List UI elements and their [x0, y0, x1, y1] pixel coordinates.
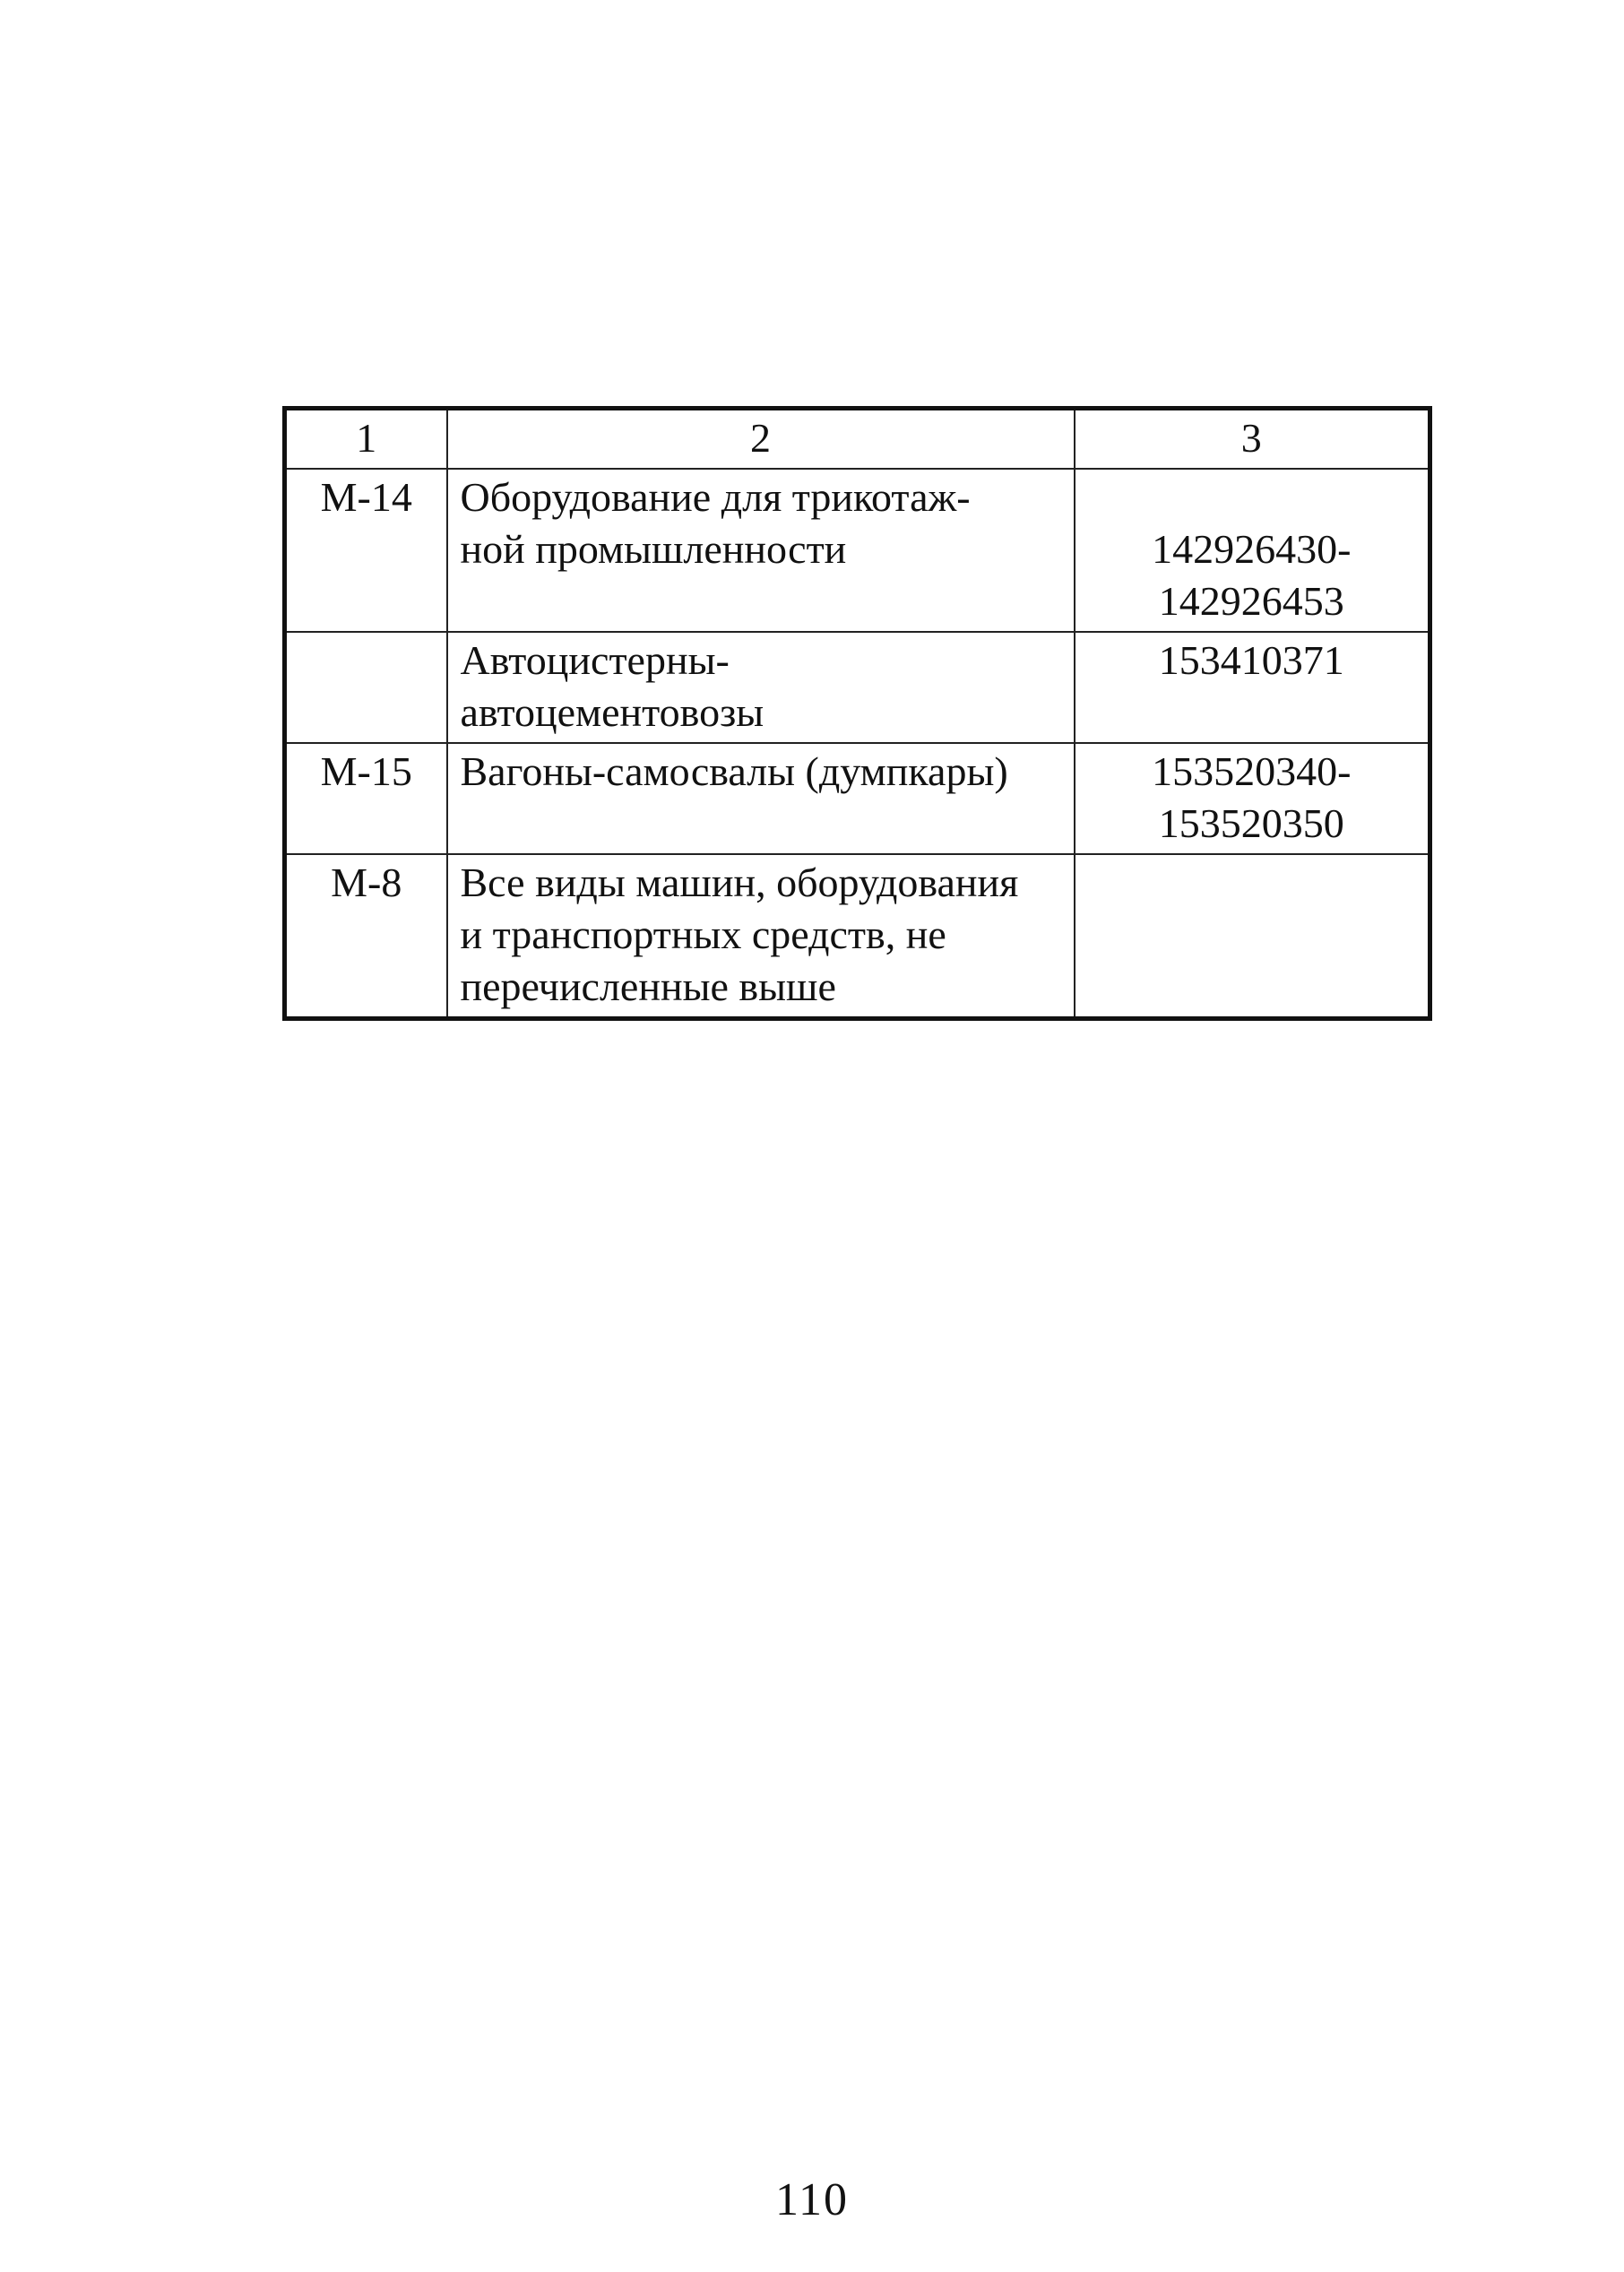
name-line: Автоцистерны-: [460, 637, 730, 683]
code-cell: [285, 632, 447, 743]
name-line: Все виды машин, оборудования: [460, 860, 1019, 905]
table-header-row: [285, 409, 1430, 470]
number-line: 153410371: [1158, 637, 1344, 683]
number-cell: [1075, 743, 1430, 854]
name-line: Оборудование для трикотаж-: [460, 474, 971, 520]
number-cell: [1075, 632, 1430, 743]
number-line: 142926430-: [1152, 526, 1352, 572]
name-line: ной промышленности: [460, 526, 847, 572]
equipment-table: [282, 406, 1432, 1021]
table-row: [285, 469, 1430, 632]
number-line: 153520340-: [1152, 748, 1352, 794]
name-cell: [447, 469, 1075, 632]
header-cell-1: 1: [285, 409, 447, 470]
name-line: перечисленные выше: [460, 963, 836, 1009]
number-line: 142926453: [1158, 578, 1344, 624]
table-row: [285, 632, 1430, 743]
page-number: 110: [774, 2174, 850, 2225]
number-cell: [1075, 854, 1430, 1019]
name-line: автоцементовозы: [460, 689, 764, 735]
code-cell: М-15: [285, 743, 447, 854]
code-cell: М-14: [285, 469, 447, 632]
name-line: и транспортных средств, не: [460, 911, 946, 957]
header-cell-3: 3: [1075, 409, 1430, 470]
table-row: [285, 743, 1430, 854]
name-cell: [447, 743, 1075, 854]
name-line: Вагоны-самосвалы (думпкары): [460, 748, 1008, 794]
name-cell: [447, 632, 1075, 743]
number-cell: [1075, 469, 1430, 632]
name-cell: [447, 854, 1075, 1019]
table-row: [285, 854, 1430, 1019]
code-cell: М-8: [285, 854, 447, 1019]
header-cell-2: 2: [447, 409, 1075, 470]
number-line: 153520350: [1158, 800, 1344, 846]
